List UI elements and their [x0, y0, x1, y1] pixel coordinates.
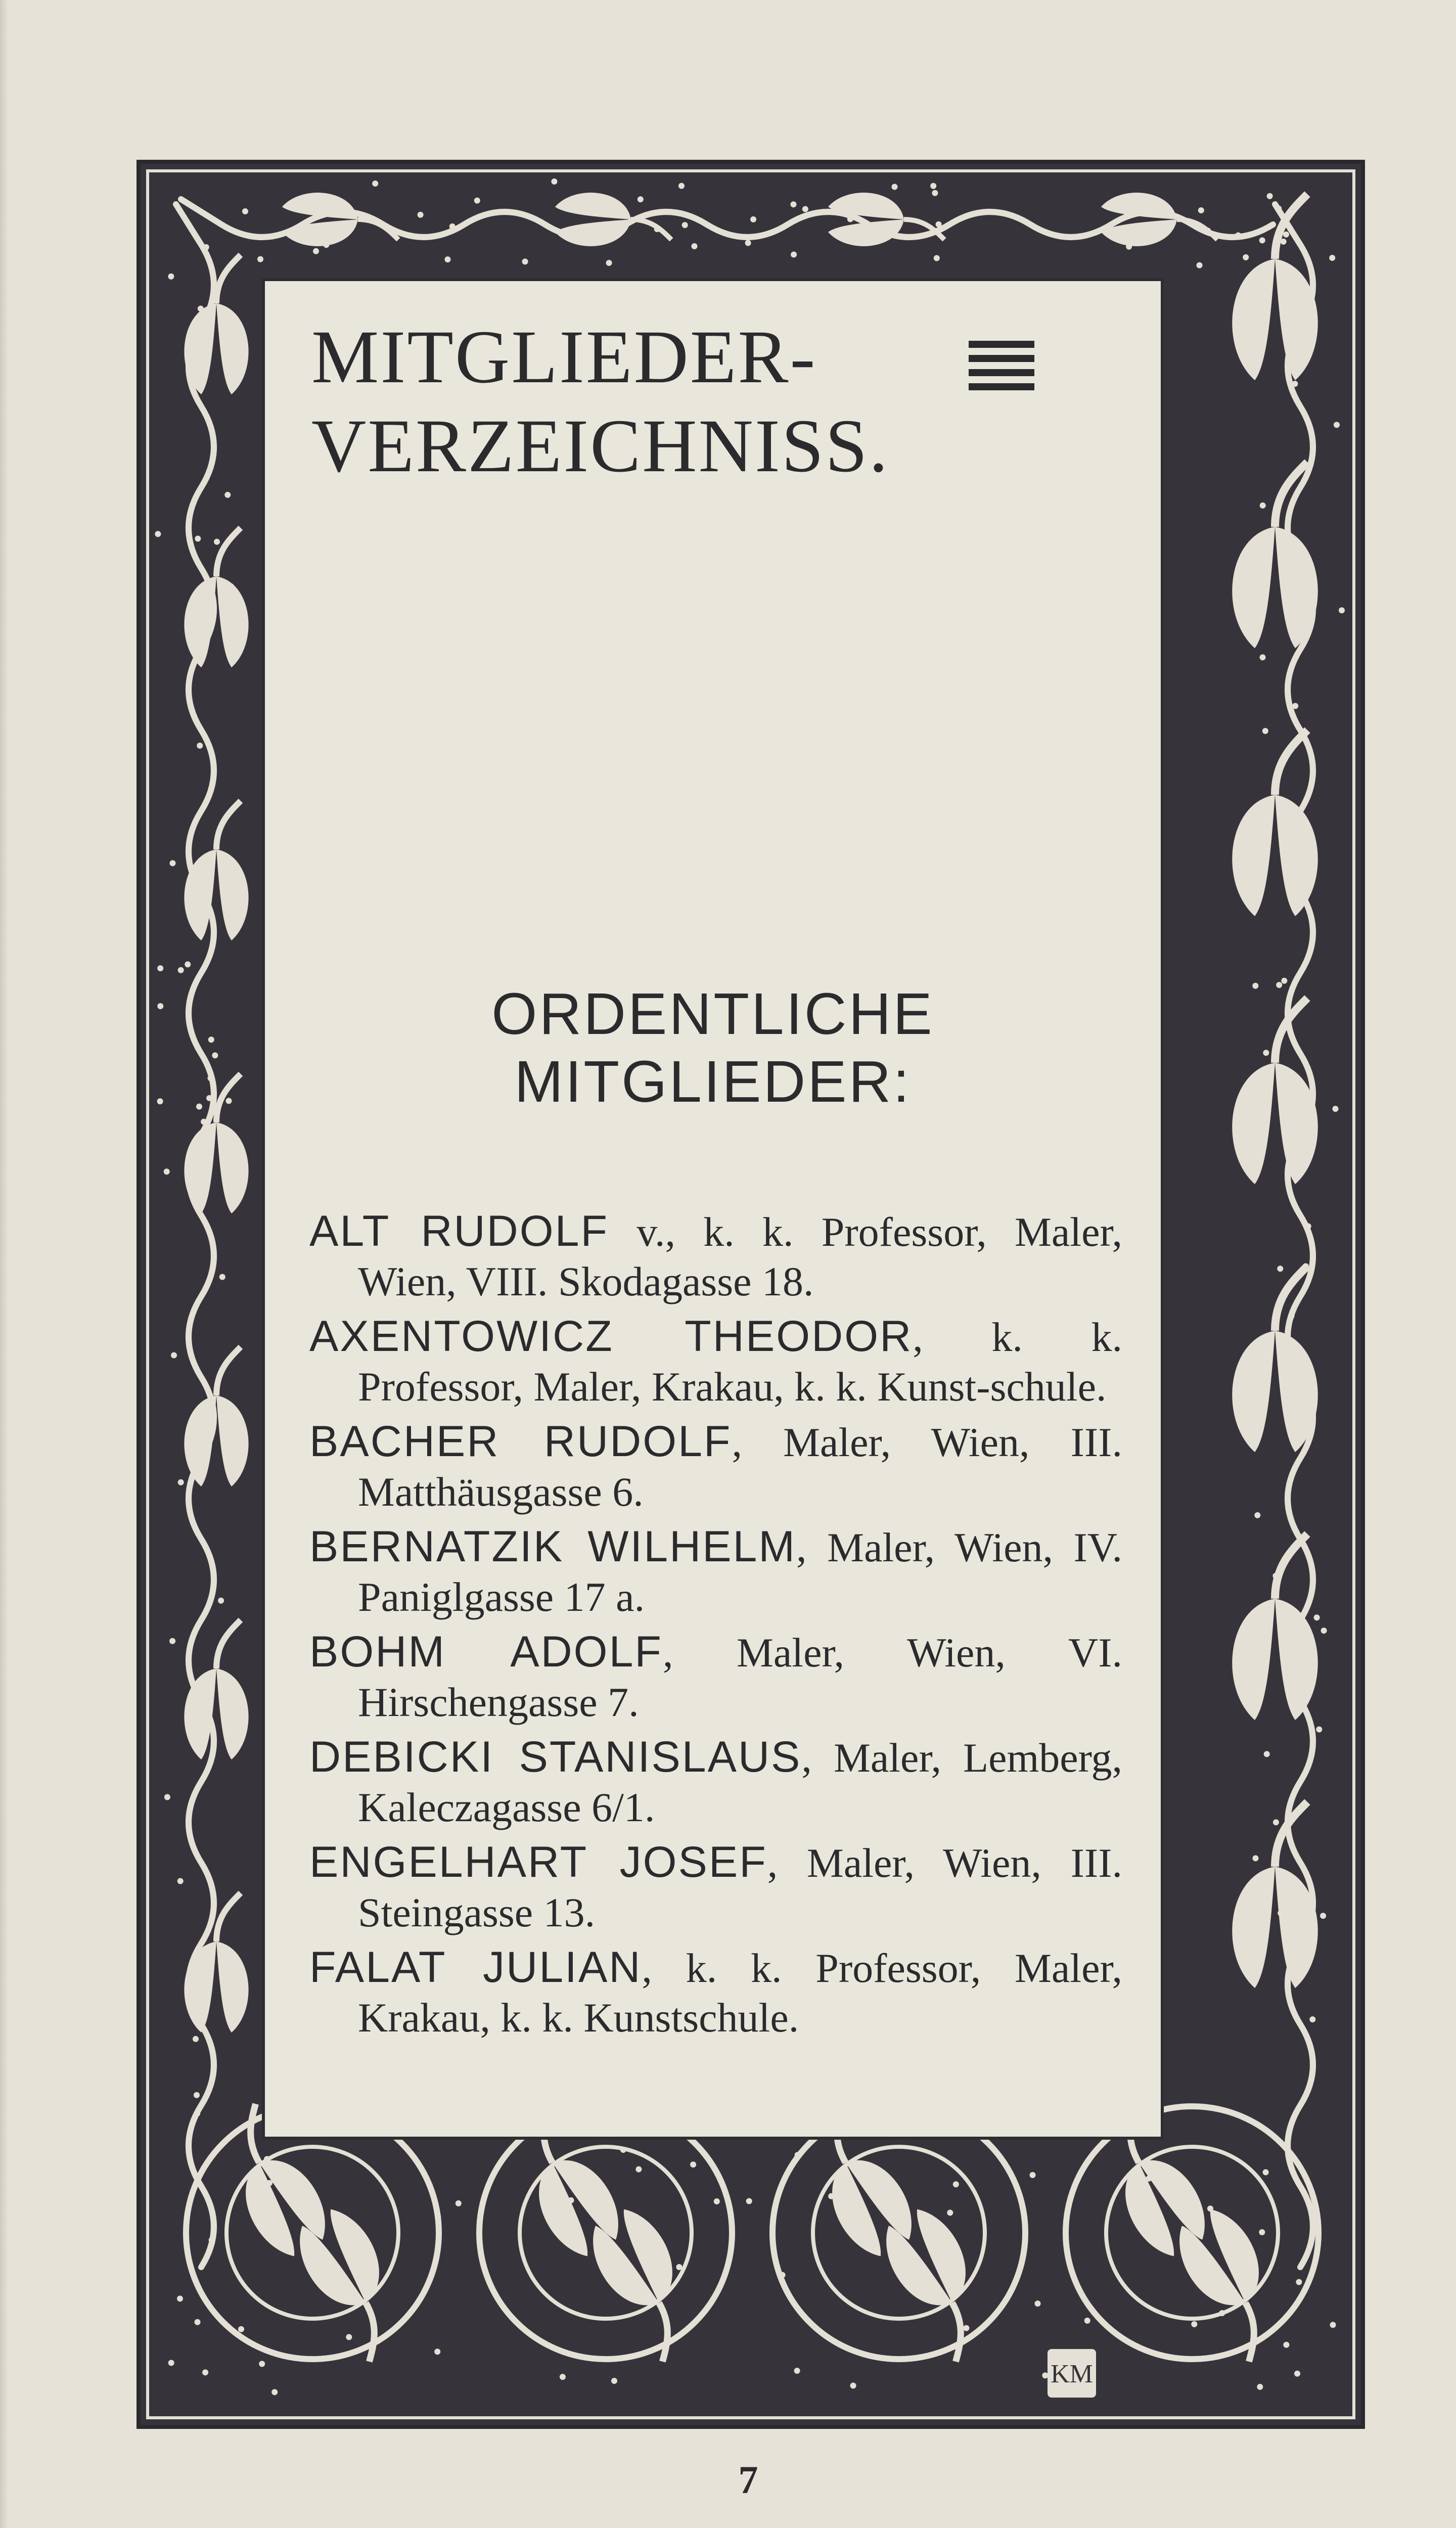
- ornament-dot: [1253, 1855, 1259, 1861]
- ornament-dot: [1260, 654, 1266, 660]
- section-heading-line-2: MITGLIEDER:: [514, 1049, 912, 1114]
- ornament-dot: [1314, 1614, 1320, 1620]
- ornament-dot: [1339, 607, 1345, 613]
- ornament-dot: [157, 1098, 163, 1104]
- ornament-dot: [635, 2166, 642, 2173]
- member-entry: [309, 1943, 1122, 2043]
- ornament-dot: [934, 255, 940, 261]
- ornament-dot: [218, 1598, 224, 1604]
- ornament-dot: [177, 2295, 183, 2301]
- ornament-dot: [1243, 254, 1249, 260]
- ornament-dot: [164, 1168, 170, 1175]
- member-entry: [309, 1732, 1122, 1832]
- page-number: 7: [738, 2458, 758, 2502]
- ornament-dot: [155, 531, 161, 537]
- ornament-dot: [195, 2319, 201, 2325]
- ornament-dot: [1329, 255, 1335, 261]
- ornament-dot: [795, 2152, 801, 2158]
- ornament-dot: [264, 2156, 270, 2162]
- ornament-dot: [1281, 978, 1287, 984]
- ornament-dot: [214, 539, 220, 545]
- member-entry: [309, 1417, 1122, 1517]
- member-details: v., k. k. Professor, Maler, Wien, VIII. Skodagasse 18.: [358, 1209, 1122, 1304]
- ornament-dot: [1294, 2371, 1300, 2377]
- ornament-dot: [271, 2389, 278, 2395]
- ornament-dot: [1197, 262, 1203, 268]
- member-name: BOHM ADOLF: [309, 1628, 663, 1676]
- monogram-text: KM: [1051, 2360, 1093, 2388]
- member-name: ALT RUDOLF: [309, 1207, 609, 1255]
- ornament-dot: [638, 196, 644, 202]
- member-name: BACHER RUDOLF: [309, 1417, 732, 1466]
- ornament-dot: [1267, 193, 1273, 199]
- member-entry: [309, 1627, 1122, 1727]
- ornament-dot: [1042, 2372, 1048, 2378]
- ornament-dot: [1126, 244, 1132, 250]
- ornament-dot: [1320, 1913, 1326, 1919]
- ornament-dot: [194, 2092, 200, 2098]
- ornament-dot: [1030, 2172, 1036, 2178]
- member-details: , Maler, Wien, III. Matthäusgasse 6.: [358, 1419, 1122, 1515]
- ornament-dot: [1273, 1819, 1279, 1825]
- ornament-dot: [932, 190, 938, 196]
- snowdrop-flower-icon: [1232, 462, 1317, 648]
- ornament-dot: [953, 2181, 959, 2187]
- content-panel: [262, 278, 1164, 2140]
- ornament-dot: [1264, 1751, 1270, 1757]
- ornament-dot: [196, 1104, 202, 1110]
- ornament-dot: [1112, 232, 1118, 238]
- ornament-dot: [1296, 871, 1302, 877]
- ornament-dot: [1263, 1050, 1269, 1056]
- page-title-line-2: VERZEICHNISS.: [311, 404, 890, 488]
- snowdrop-flower-icon: [1232, 1802, 1317, 1988]
- ornament-dot: [1262, 728, 1268, 734]
- ornament-dot: [242, 208, 248, 214]
- ornament-dot: [1146, 2176, 1152, 2182]
- ornament-dot: [177, 1878, 184, 1884]
- ornament-dot: [1288, 1313, 1294, 1319]
- ornament-dot: [1293, 1158, 1299, 1164]
- ornament-dot: [828, 2193, 834, 2199]
- ornament-dot: [1283, 2342, 1289, 2348]
- ornament-dot: [551, 178, 557, 185]
- horizontal-bars-icon: [969, 341, 1034, 391]
- ornament-dot: [178, 967, 184, 973]
- ornament-dot: [1257, 2384, 1263, 2390]
- ornament-dot: [1260, 503, 1266, 509]
- ornament-dot: [963, 2325, 969, 2331]
- snowdrop-flower-icon: [1232, 998, 1317, 1184]
- ornament-dot: [1330, 2322, 1336, 2328]
- ornament-dot: [1316, 1727, 1322, 1733]
- ornament-dot: [197, 1425, 203, 1431]
- ornament-dot: [1259, 237, 1265, 243]
- ornament-dot: [1272, 1573, 1279, 1579]
- ornament-dot: [434, 2349, 440, 2355]
- ornament-dot: [1281, 239, 1287, 245]
- ornament-dot: [1321, 1628, 1327, 1634]
- ornament-dot: [323, 242, 329, 248]
- ornament-dot: [676, 2264, 682, 2270]
- ornament-dot: [620, 2147, 626, 2153]
- ornament-dot: [892, 184, 898, 190]
- ornament-dot: [682, 222, 688, 228]
- ornament-dot: [157, 1003, 163, 1009]
- page-title: [311, 312, 1120, 490]
- ornament-dot: [1292, 703, 1298, 709]
- ornament-dot: [169, 1638, 175, 1644]
- snowdrop-flower-icon: [282, 193, 398, 246]
- ornament-dot: [157, 965, 163, 971]
- ornament-dot: [555, 2224, 561, 2230]
- ornament-dot: [257, 256, 263, 262]
- member-details: , Maler, Wien, VI. Hirschengasse 7.: [358, 1630, 1122, 1725]
- ornament-dot: [178, 1479, 184, 1485]
- spiral-ring: [1066, 2106, 1318, 2359]
- ornament-dot: [1263, 2169, 1269, 2175]
- ornament-dot: [346, 2334, 352, 2340]
- ornament-dot: [678, 183, 685, 189]
- ornament-dot: [208, 1036, 214, 1043]
- ornament-dot: [1292, 381, 1298, 387]
- member-name: ENGELHART JOSEF: [309, 1838, 767, 1886]
- ornament-dot: [1191, 2321, 1197, 2327]
- section-heading: [265, 980, 1161, 1115]
- member-name: BERNATZIK WILHELM: [309, 1522, 797, 1571]
- ornament-dot: [197, 743, 203, 749]
- ornament-dot: [202, 2369, 208, 2375]
- snowdrop-flower-icon: [184, 1893, 248, 2033]
- ornament-dot: [677, 210, 684, 216]
- ornament-dot: [791, 201, 797, 207]
- snowdrop-flower-icon: [184, 255, 248, 394]
- member-name: AXENTOWICZ THEODOR: [309, 1312, 913, 1361]
- ornament-dot: [847, 216, 853, 222]
- ornament-dot: [164, 1794, 170, 1800]
- ornament-dot: [794, 2368, 800, 2374]
- ornament-dot: [1205, 228, 1211, 234]
- ornament-dot: [1219, 2310, 1225, 2316]
- ornament-dot: [1283, 232, 1289, 238]
- ornament-dot: [1207, 2205, 1213, 2211]
- snowdrop-flower-icon: [1232, 194, 1317, 380]
- ornament-dot: [1035, 2300, 1041, 2307]
- member-entry: [309, 1837, 1122, 1937]
- ornament-dot: [654, 226, 660, 232]
- member-details: , Maler, Lemberg, Kaleczagasse 6/1.: [358, 1735, 1123, 1830]
- page-title-line-1: MITGLIEDER-: [311, 315, 817, 399]
- ornament-dot: [474, 198, 480, 204]
- ornament-dot: [714, 2198, 720, 2204]
- ornament-dot: [1303, 1263, 1309, 1270]
- ornament-dot: [372, 180, 378, 187]
- spiral-ring: [772, 2106, 1025, 2359]
- ornament-dot: [1281, 223, 1287, 229]
- ornament-dot: [1309, 2016, 1315, 2022]
- ornament-dot: [326, 196, 332, 202]
- ornament-dot: [456, 2200, 462, 2206]
- ornament-dot: [690, 2161, 696, 2168]
- ornament-dot: [850, 2382, 856, 2388]
- ornament-dot: [1235, 233, 1241, 239]
- member-list: [309, 1206, 1122, 2048]
- ornament-dot: [936, 221, 942, 228]
- member-name: FALAT JULIAN: [309, 1943, 642, 1992]
- ornament-dot: [203, 1439, 209, 1445]
- ornament-dot: [1296, 2279, 1302, 2285]
- ornament-dot: [435, 2214, 441, 2220]
- ornament-dot: [930, 183, 936, 189]
- ornament-dot: [193, 2036, 199, 2042]
- ornament-dot: [171, 1352, 177, 1359]
- ornament-dot: [194, 1409, 200, 1415]
- member-details: , k. k. Professor, Maler, Krakau, k. k. Kunst-schule.: [358, 1314, 1123, 1410]
- ornament-dot: [185, 961, 191, 967]
- ornament-dot: [1283, 1109, 1289, 1115]
- ornament-dot: [791, 252, 797, 258]
- member-details: , k. k. Professor, Maler, Krakau, k. k. Kunstschule.: [358, 1945, 1122, 2041]
- spiral-ring: [479, 2106, 732, 2359]
- member-entry: [309, 1522, 1122, 1622]
- ornament-dot: [168, 274, 174, 280]
- ornament-dot: [780, 2272, 786, 2278]
- ornament-dot: [750, 216, 756, 222]
- member-entry: [309, 1312, 1122, 1412]
- ornament-dot: [1084, 2318, 1090, 2324]
- ornament-dot: [1252, 983, 1258, 989]
- ornament-dot: [198, 306, 204, 312]
- ornament-dot: [1334, 422, 1340, 428]
- ornament-dot: [1254, 1512, 1260, 1518]
- ornament-dot: [208, 1075, 214, 1081]
- ornament-dot: [1333, 1106, 1339, 1112]
- ornament-dot: [418, 212, 424, 218]
- ornament-dot: [195, 535, 201, 541]
- ornament-dot: [522, 258, 528, 264]
- ornament-dot: [1277, 1266, 1283, 1272]
- ornament-dot: [947, 2209, 953, 2216]
- ornament-dot: [203, 244, 209, 250]
- ornament-dot: [449, 223, 456, 230]
- section-heading-line-1: ORDENTLICHE: [491, 981, 934, 1047]
- ornament-dot: [611, 2378, 617, 2384]
- ornament-dot: [692, 243, 698, 249]
- ornament-dot: [238, 2326, 244, 2332]
- ornament-dot: [201, 1119, 207, 1125]
- snowdrop-flower-icon: [555, 193, 671, 246]
- ornament-dot: [745, 240, 751, 246]
- ornament-dot: [560, 2374, 566, 2380]
- ornament-dot: [746, 2198, 752, 2204]
- ornament-dot: [209, 2237, 215, 2243]
- member-details: , Maler, Wien, IV. Paniglgasse 17 a.: [358, 1524, 1122, 1620]
- page-edge: [0, 0, 8, 2528]
- ornament-dot: [313, 248, 319, 254]
- member-name: DEBICKI STANISLAUS: [309, 1733, 802, 1781]
- ornament-dot: [1278, 1910, 1284, 1916]
- ornament-dot: [170, 860, 176, 866]
- ornament-dot: [168, 2360, 174, 2366]
- ornament-dot: [206, 1095, 212, 1101]
- ornament-dot: [228, 583, 234, 590]
- ornament-dot: [1198, 207, 1204, 213]
- ornament-dot: [194, 2110, 200, 2116]
- snowdrop-flower-icon: [1232, 1534, 1317, 1720]
- spiral-ring: [186, 2106, 439, 2359]
- member-entry: [309, 1206, 1122, 1306]
- ornament-dot: [1276, 206, 1282, 212]
- ornament-dot: [226, 1098, 232, 1104]
- ornament-dot: [1259, 2229, 1265, 2235]
- ornament-dot: [212, 1052, 218, 1058]
- ornament-dot: [259, 2361, 265, 2367]
- ornament-dot: [445, 256, 451, 262]
- ornament-dot: [1305, 1223, 1311, 1229]
- member-details: , Maler, Wien, III. Steingasse 13.: [358, 1840, 1122, 1935]
- ornament-dot: [219, 1274, 225, 1280]
- ornament-dot: [863, 2239, 869, 2245]
- ornament-dot: [568, 2197, 574, 2203]
- snowdrop-flower-icon: [1232, 730, 1317, 916]
- ornament-dot: [1281, 541, 1287, 548]
- ornament-dot: [606, 260, 612, 266]
- ornament-dot: [1276, 982, 1282, 988]
- ornament-dot: [266, 2180, 272, 2186]
- ornament-dot: [802, 206, 808, 212]
- snowdrop-flower-icon: [828, 193, 944, 246]
- ornament-dot: [224, 492, 231, 498]
